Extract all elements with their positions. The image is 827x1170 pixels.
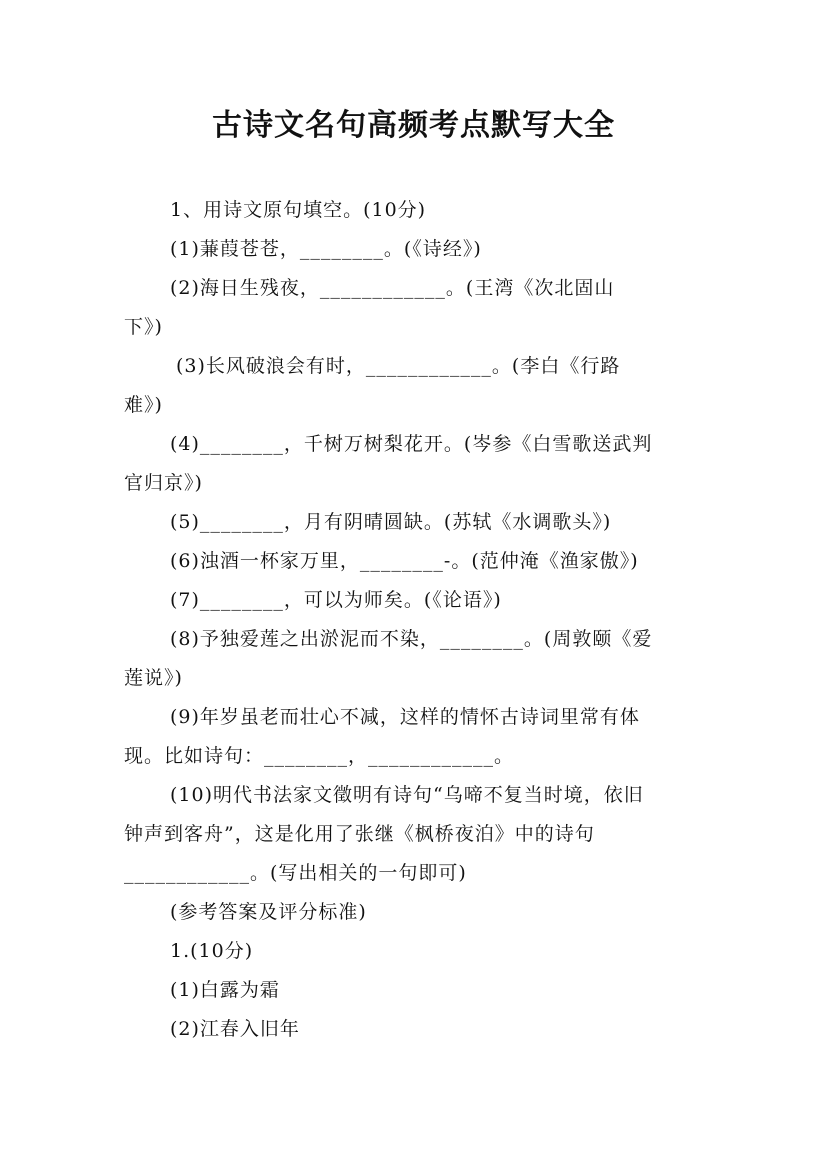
question-item-6: (6)浊酒一杯家万里，________-。(范仲淹《渔家傲》) [170,550,639,572]
question-item-5: (5)________，月有阴晴圆缺。(苏轼《水调歌头》) [170,511,612,533]
question-item-2-cont: 下》) [124,316,163,338]
question-item-4: (4)________，千树万树梨花开。(岑参《白雪歌送武判 [170,433,653,455]
question-item-8: (8)予独爱莲之出淤泥而不染，________。(周敦颐《爱 [170,628,653,650]
question-item-10: (10)明代书法家文徵明有诗句“乌啼不复当时境，依旧 [170,784,644,806]
document-title: 古诗文名句高频考点默写大全 [212,108,615,143]
question-item-3-cont: 难》) [124,394,163,416]
question-item-2: (2)海日生残夜，____________。(王湾《次北固山 [170,277,615,299]
question-item-9-cont: 现。比如诗句：________，____________。 [124,745,515,767]
question-item-7: (7)________，可以为师矣。(《论语》) [170,589,502,611]
question-heading: 1、用诗文原句填空。(10分) [170,199,427,221]
question-item-10-cont2: ____________。(写出相关的一句即可) [124,862,467,884]
question-item-9: (9)年岁虽老而壮心不减，这样的情怀古诗词里常有体 [170,706,640,728]
answer-heading: (参考答案及评分标准) [170,901,367,923]
question-item-4-cont: 官归京》) [124,472,203,494]
document-body [124,191,704,1049]
question-item-10-cont: 钟声到客舟”，这是化用了张继《枫桥夜泊》中的诗句 [124,823,595,845]
answer-item-1: (1)白露为霜 [170,979,280,1001]
answer-section-1: 1.(10分) [170,940,254,962]
question-item-3: (3)长风破浪会有时，____________。(李白《行路 [176,355,621,377]
answer-item-2: (2)江春入旧年 [170,1018,300,1040]
question-item-8-cont: 莲说》) [124,667,183,689]
question-item-1: (1)蒹葭苍苍，________。(《诗经》) [170,238,482,260]
